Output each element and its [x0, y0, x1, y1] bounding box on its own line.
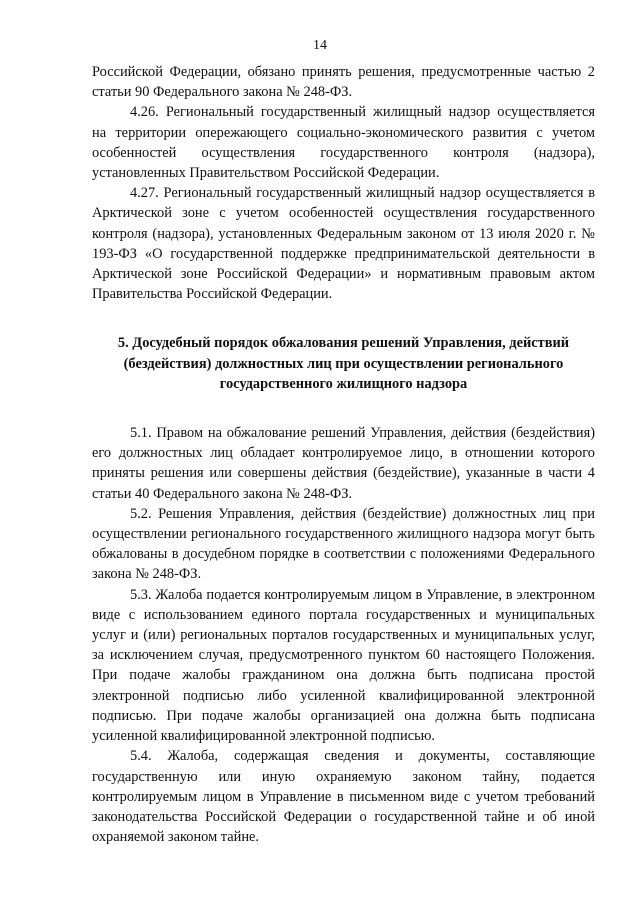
paragraph-5-3: 5.3. Жалоба подается контролируемым лицом в Управление, в электронном виде с использованием единого портала государственных и муниципальных услуг и (или) региональных порталов государственных и муниципальных услуг, за исключением случая, предусмотренного пунктом 60 настоящего Положения. При подаче жалобы гражданином она должна быть подписана простой электронной подписью либо усиленной квалифицированной электронной подписью. При подаче жалобы организацией она должна быть подписана усиленной квалифицированной электронной подписью. [92, 586, 595, 745]
document-body [92, 62, 595, 847]
paragraph-continuation: Российской Федерации, обязано принять решения, предусмотренные частью 2 статьи 90 Федерального закона № 248-ФЗ. [92, 64, 595, 101]
section-heading-5: 5. Досудебный порядок обжалования решений Управления, действий (бездействия) должностных лиц при осуществлении регионального государственного жилищного надзора [117, 335, 570, 392]
paragraph-5-4: 5.4. Жалоба, содержащая сведения и документы, составляющие государственную или иную охраняемую законом тайну, подается контролируемым лицом в Управление в письменном виде с учетом требований законодательства Российской Федерации о государственной тайне и об иной охраняемой законом тайне. [92, 748, 595, 846]
page-number: 14 [313, 38, 327, 53]
paragraph-4-26: 4.26. Региональный государственный жилищный надзор осуществляется на территории опережающего социально-экономического развития с учетом особенностей осуществления государственного контроля (надзора), установленных Правительством Российской Федерации. [92, 104, 595, 182]
paragraph-5-2: 5.2. Решения Управления, действия (бездействие) должностных лиц при осуществлении регионального государственного жилищного надзора могут быть обжалованы в досудебном порядке в соответствии с положениями Федерального закона № 248-ФЗ. [92, 505, 595, 583]
paragraph-5-1: 5.1. Правом на обжалование решений Управления, действия (бездействия) его должностных лиц обладает контролируемое лицо, в отношении которого приняты решения или совершены действия (бездействие), указанные в части 4 статьи 40 Федерального закона № 248-ФЗ. [92, 425, 595, 502]
paragraph-4-27: 4.27. Региональный государственный жилищный надзор осуществляется в Арктической зоне с учетом особенностей осуществления государственного контроля (надзора), установленных Федеральным законом от 13 июля 2020 г. № 193-ФЗ «О государственной поддержке предпринимательской деятельности в Арктической зоне Российской Федерации» и нормативным правовым актом Правительства Российской Федерации. [92, 185, 595, 303]
